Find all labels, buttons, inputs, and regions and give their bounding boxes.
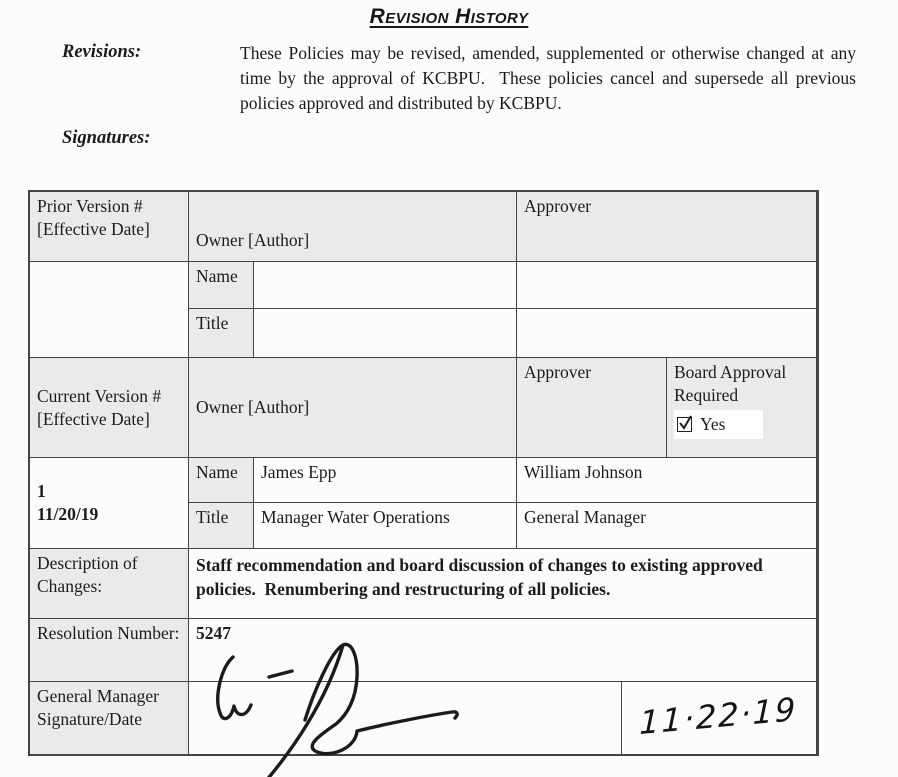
approver-name-cell: William Johnson <box>517 458 817 503</box>
board-approval-cell <box>667 358 817 458</box>
check-icon <box>677 414 694 432</box>
signature-date: 11·22·19 <box>639 689 798 742</box>
revision-history-table <box>28 190 819 756</box>
resolution-value-cell: 5247 <box>189 619 817 682</box>
signature-label-cell: General Manager Signature/Date <box>30 682 189 754</box>
signatures-label: Signatures: <box>62 128 151 148</box>
prior-title-label-cell: Title <box>189 309 254 358</box>
current-effective-date: 11/20/19 <box>37 504 99 524</box>
owner-name-cell: James Epp <box>254 458 517 503</box>
prior-title-value-cell <box>254 309 517 358</box>
board-approval-label: Board Approval Required <box>674 362 787 405</box>
prior-version-value-cell <box>30 262 189 358</box>
owner-title-cell: Manager Water Operations <box>254 503 517 549</box>
description-value-cell: Staff recommendation and board discussion of changes to existing approved policies. Renumbering and restructuring of all policies. <box>189 549 817 619</box>
yes-checkbox[interactable] <box>677 417 692 432</box>
description-label-cell: Description of Changes: <box>30 549 189 619</box>
current-name-label-cell: Name <box>189 458 254 503</box>
signature-date-cell <box>622 682 817 754</box>
yes-label: Yes <box>700 414 726 434</box>
prior-version-header-cell: Prior Version # [Effective Date] <box>30 192 189 262</box>
current-version-number: 1 <box>37 481 46 501</box>
prior-name-label-cell: Name <box>189 262 254 309</box>
prior-approver-title-cell <box>517 309 817 358</box>
form-field-patch <box>674 410 763 439</box>
page-title: Revision History <box>369 5 529 28</box>
page-title-row <box>0 5 898 29</box>
current-version-header-cell: Current Version # [Effective Date] <box>30 358 189 458</box>
current-version-value-cell <box>30 458 189 549</box>
current-approver-header-cell: Approver <box>517 358 667 458</box>
revisions-paragraph: These Policies may be revised, amended, supplemented or otherwise changed at any time by the approval of KCBPU. These policies cancel and supersede all previous policies approved and distributed by KCBPU. <box>240 43 861 113</box>
resolution-label-cell: Resolution Number: <box>30 619 189 682</box>
prior-approver-name-cell <box>517 262 817 309</box>
prior-owner-header-cell: Owner [Author] <box>189 192 517 262</box>
signature-cell <box>189 682 622 754</box>
board-approval-option <box>674 410 763 439</box>
current-title-label-cell: Title <box>189 503 254 549</box>
prior-name-value-cell <box>254 262 517 309</box>
revisions-label: Revisions: <box>62 42 142 62</box>
prior-approver-header-cell: Approver <box>517 192 817 262</box>
approver-title-cell: General Manager <box>517 503 817 549</box>
current-owner-header-cell: Owner [Author] <box>189 358 517 458</box>
